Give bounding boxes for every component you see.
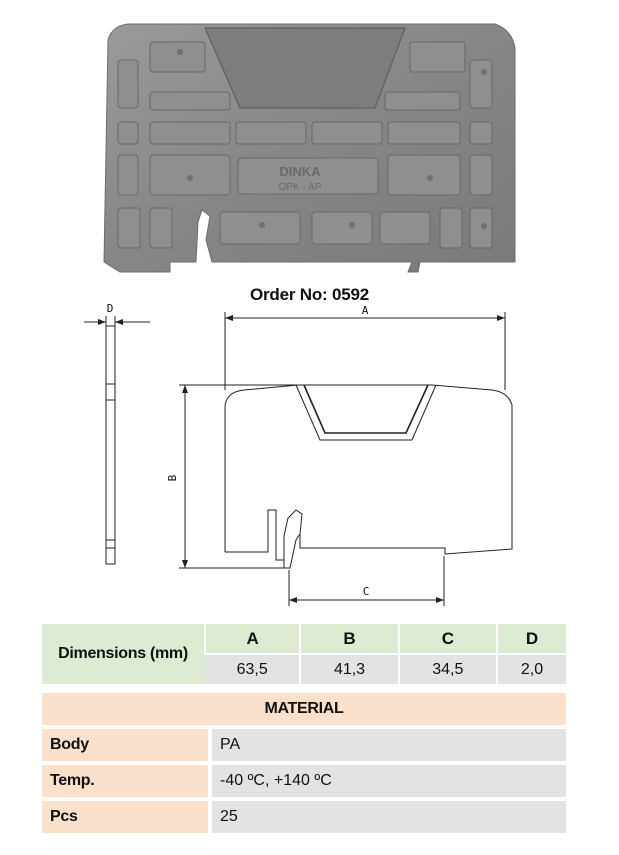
model-text: OPK - AP — [278, 182, 322, 193]
logo-text: DINKA — [279, 164, 321, 179]
material-value-pcs: 25 — [210, 799, 566, 833]
dim-header-d: D — [497, 624, 566, 654]
dim-header-a: A — [205, 624, 300, 654]
dim-header-c: C — [399, 624, 497, 654]
order-number: Order No: 0592 — [249, 285, 370, 304]
dim-value-d: 2,0 — [497, 654, 566, 684]
material-label-body: Body — [42, 727, 210, 763]
dim-label-a: A — [361, 304, 369, 317]
dim-value-c: 34,5 — [399, 654, 497, 684]
dimensions-title: Dimensions (mm) — [42, 624, 205, 684]
material-value-temp: -40 ºC, +140 ºC — [210, 763, 566, 799]
dim-label-b: B — [166, 474, 179, 482]
dimensions-table — [42, 624, 566, 684]
dim-value-a: 63,5 — [205, 654, 300, 684]
dim-value-b: 41,3 — [300, 654, 398, 684]
dim-label-d: D — [106, 302, 114, 315]
material-row — [42, 727, 566, 763]
material-row — [42, 763, 566, 799]
material-row — [42, 799, 566, 833]
side-view — [106, 326, 115, 564]
material-table — [42, 693, 566, 833]
material-label-temp: Temp. — [42, 763, 210, 799]
material-label-pcs: Pcs — [42, 799, 210, 833]
technical-drawing — [0, 300, 619, 620]
product-photo — [0, 0, 619, 290]
material-value-body: PA — [210, 727, 566, 763]
dim-header-b: B — [300, 624, 398, 654]
dim-label-c: C — [362, 585, 370, 598]
material-title: MATERIAL — [42, 693, 566, 727]
